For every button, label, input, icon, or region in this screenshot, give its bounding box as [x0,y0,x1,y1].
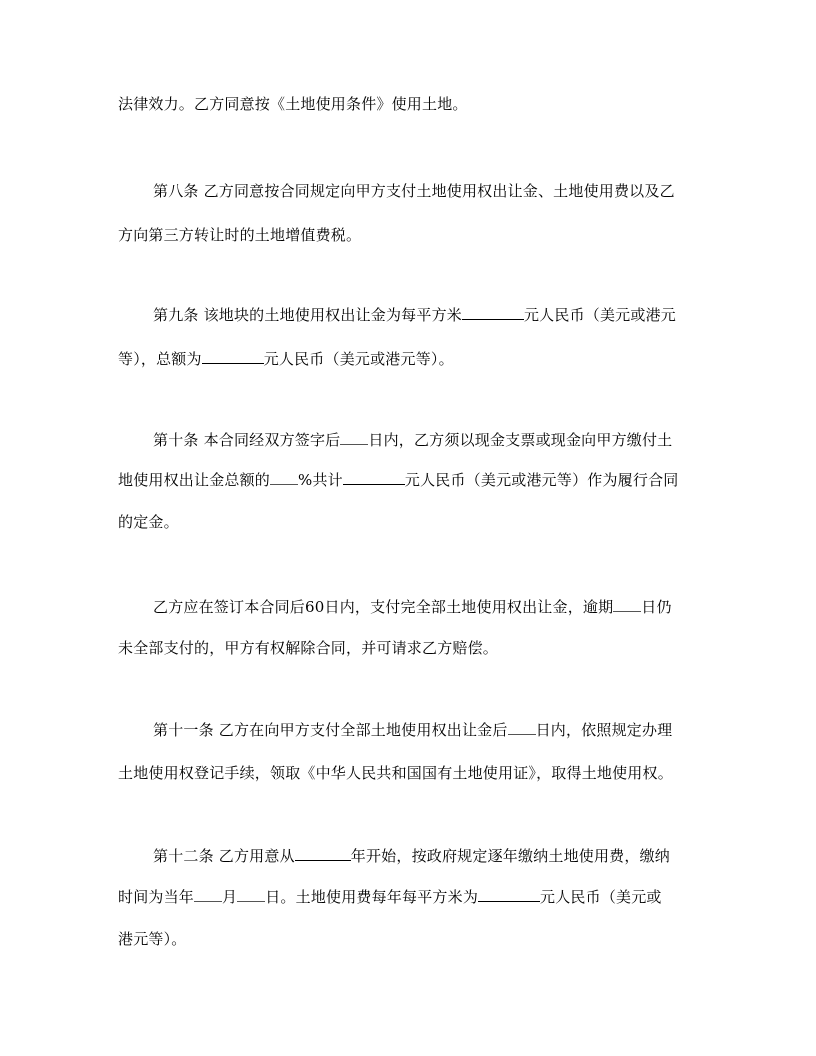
article-8-line-1 [153,181,675,201]
blank-field [295,846,351,861]
article-12-line-3 [118,929,187,949]
paragraph-payment-line-1 [153,597,672,617]
text: 未全部支付的，甲方有权解除合同，并可请求乙方赔偿。 [118,639,499,657]
text: 土地使用权登记手续，领取《中华人民共和国国有土地使用证》，取得土地使用权。 [118,764,673,782]
blank-field [340,430,368,445]
paragraph-payment-line-2 [118,638,498,658]
article-8-line-2 [118,225,361,245]
article-9-line-1 [153,305,676,325]
article-11-line-1 [153,720,672,740]
text: 地使用权出让金总额的 [118,471,271,489]
text: 元人民币（美元或港元等）作为履行合同 [404,471,679,489]
article-12-line-2 [118,887,662,907]
blank-field [478,887,540,902]
text: 港元等）。 [118,930,187,948]
article-11-line-2 [118,763,673,783]
article-12-line-1 [153,846,670,866]
text: %共计 [298,471,343,489]
text: 法律效力。乙方同意按《土地使用条件》使用土地。 [118,95,468,113]
text: 元人民币（美元或港元等）。 [263,350,454,368]
blank-field [343,470,405,485]
text: 月 [222,888,238,906]
article-10-line-3 [118,512,179,532]
text: 乙方应在签订本合同后60日内，支付完全部土地使用权出让金，逾期 [153,598,614,616]
text: 日仍 [641,598,672,616]
blank-field [270,470,298,485]
text: 时间为当年 [118,888,195,906]
blank-field [202,349,264,364]
article-10-line-2 [118,470,678,490]
blank-field [194,887,222,902]
text: 第九条 该地块的土地使用权出让金为每平方米 [153,306,462,324]
text: 年开始，按政府规定逐年缴纳土地使用费，缴纳 [350,847,670,865]
article-10-line-1 [153,430,672,450]
text: 第十条 本合同经双方签字后 [153,431,341,449]
text: 元人民币（美元或 [540,888,662,906]
text: 等），总额为 [118,350,202,368]
text: 日。土地使用费每年每平方米为 [265,888,479,906]
text: 第八条 乙方同意按合同规定向甲方支付土地使用权出让金、土地使用费以及乙 [153,182,675,200]
text: 日内，乙方须以现金支票或现金向甲方缴付土 [368,431,673,449]
blank-field [508,720,536,735]
article-9-line-2 [118,349,454,369]
paragraph-line [118,94,468,114]
blank-field [237,887,265,902]
text: 的定金。 [118,513,179,531]
text: 第十一条 乙方在向甲方支付全部土地使用权出让金后 [153,721,508,739]
text: 日内，依照规定办理 [535,721,673,739]
blank-field [613,597,641,612]
text: 元人民币（美元或港元 [523,306,676,324]
text: 第十二条 乙方用意从 [153,847,295,865]
text: 方向第三方转让时的土地增值费税。 [118,226,362,244]
blank-field [462,305,524,320]
